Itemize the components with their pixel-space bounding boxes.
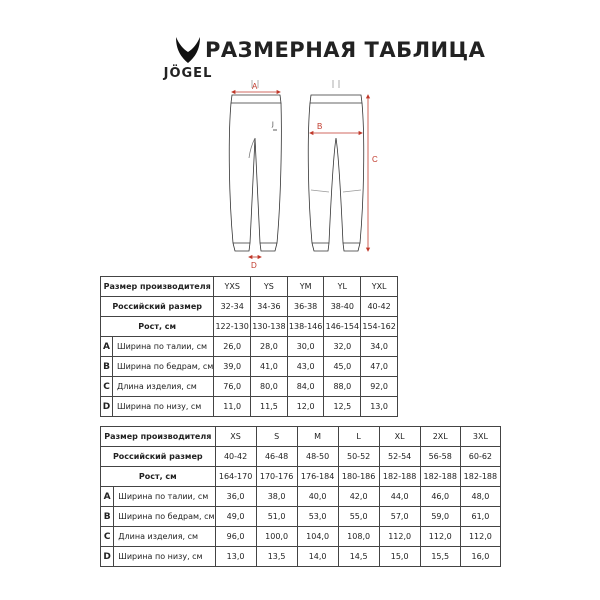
measure-letter: C (101, 527, 114, 547)
table-cell: 60-62 (460, 447, 500, 467)
table-cell: 96,0 (215, 527, 256, 547)
measure-label: Ширина по низу, см (113, 397, 214, 417)
size-cell: M (297, 427, 338, 447)
table-cell: 39,0 (214, 357, 251, 377)
table-cell: 80,0 (251, 377, 288, 397)
measure-label: Длина изделия, см (114, 527, 215, 547)
table-cell: 13,5 (256, 547, 297, 567)
measure-letter: D (101, 547, 114, 567)
table-cell: 88,0 (324, 377, 361, 397)
table-cell: 38,0 (256, 487, 297, 507)
size-cell: YXL (361, 277, 398, 297)
table-cell: 164-170 (215, 467, 256, 487)
table-cell: 170-176 (256, 467, 297, 487)
row-label: Рост, см (101, 317, 214, 337)
table-cell: 108,0 (338, 527, 379, 547)
size-cell: YXS (214, 277, 251, 297)
table-cell: 26,0 (214, 337, 251, 357)
size-cell: XL (379, 427, 420, 447)
table-cell: 46-48 (256, 447, 297, 467)
measure-row-a (101, 487, 501, 507)
russian-size-row (101, 447, 501, 467)
table-cell: 48-50 (297, 447, 338, 467)
table-cell: 47,0 (361, 357, 398, 377)
table-cell: 45,0 (324, 357, 361, 377)
table-cell: 182-188 (460, 467, 500, 487)
measure-label: Длина изделия, см (113, 377, 214, 397)
row-label: Размер производителя (101, 277, 214, 297)
table-cell: 52-54 (379, 447, 420, 467)
measure-row-c (101, 527, 501, 547)
size-table-kids (100, 276, 398, 417)
russian-size-row (101, 297, 398, 317)
table-cell: 55,0 (338, 507, 379, 527)
table-cell: 13,0 (361, 397, 398, 417)
table-cell: 28,0 (251, 337, 288, 357)
measure-row-a (101, 337, 398, 357)
table-cell: 56-58 (420, 447, 460, 467)
size-cell: 2XL (420, 427, 460, 447)
table-cell: 130-138 (251, 317, 288, 337)
table-cell: 44,0 (379, 487, 420, 507)
table-cell: 40-42 (215, 447, 256, 467)
table-cell: 12,5 (324, 397, 361, 417)
table-cell: 112,0 (379, 527, 420, 547)
table-cell: 138-146 (287, 317, 324, 337)
table-cell: 46,0 (420, 487, 460, 507)
table-cell: 182-188 (420, 467, 460, 487)
label-d: D (251, 261, 257, 270)
table-cell: 84,0 (287, 377, 324, 397)
size-cell: XS (215, 427, 256, 447)
measure-row-d (101, 547, 501, 567)
measure-letter: B (101, 357, 113, 377)
back-view (308, 80, 363, 251)
table-cell: 40,0 (297, 487, 338, 507)
size-cell: YM (287, 277, 324, 297)
table-cell: 41,0 (251, 357, 288, 377)
label-c: C (372, 155, 378, 164)
table-cell: 61,0 (460, 507, 500, 527)
table-cell: 180-186 (338, 467, 379, 487)
table-cell: 30,0 (287, 337, 324, 357)
measure-row-b (101, 507, 501, 527)
table-cell: 15,0 (379, 547, 420, 567)
table-cell: 43,0 (287, 357, 324, 377)
table-cell: 38-40 (324, 297, 361, 317)
table-cell: 36,0 (215, 487, 256, 507)
measure-letter: C (101, 377, 113, 397)
measure-letter: B (101, 507, 114, 527)
table-cell: 92,0 (361, 377, 398, 397)
page-title: РАЗМЕРНАЯ ТАБЛИЦА (205, 38, 486, 62)
table-cell: 53,0 (297, 507, 338, 527)
size-table-adults (100, 426, 501, 567)
front-view (229, 80, 281, 251)
size-cell: 3XL (460, 427, 500, 447)
table-cell: 59,0 (420, 507, 460, 527)
size-cell: YS (251, 277, 288, 297)
measurement-lines (232, 91, 370, 259)
pants-diagram (225, 78, 395, 278)
table-cell: 42,0 (338, 487, 379, 507)
height-row (101, 317, 398, 337)
table-cell: 15,5 (420, 547, 460, 567)
row-label: Российский размер (101, 297, 214, 317)
table-cell: 122-130 (214, 317, 251, 337)
table-cell: 50-52 (338, 447, 379, 467)
size-cell: YL (324, 277, 361, 297)
table-cell: 146-154 (324, 317, 361, 337)
row-label: Рост, см (101, 467, 216, 487)
jogel-logo-icon (173, 36, 203, 64)
table-cell: 32,0 (324, 337, 361, 357)
measure-label: Ширина по бедрам, см (113, 357, 214, 377)
table-cell: 48,0 (460, 487, 500, 507)
table-cell: 57,0 (379, 507, 420, 527)
table-cell: 76,0 (214, 377, 251, 397)
table-cell: 51,0 (256, 507, 297, 527)
table-cell: 12,0 (287, 397, 324, 417)
maker-size-row (101, 277, 398, 297)
table-cell: 112,0 (460, 527, 500, 547)
table-cell: 32-34 (214, 297, 251, 317)
table-cell: 34,0 (361, 337, 398, 357)
measure-row-c (101, 377, 398, 397)
table-cell: 176-184 (297, 467, 338, 487)
table-cell: 100,0 (256, 527, 297, 547)
table-cell: 40-42 (361, 297, 398, 317)
table-cell: 49,0 (215, 507, 256, 527)
measure-row-d (101, 397, 398, 417)
measure-letter: A (101, 337, 113, 357)
brand-name: JÖGEL (163, 66, 213, 81)
label-a: A (252, 82, 258, 91)
label-b: B (317, 122, 323, 131)
measure-label: Ширина по бедрам, см (114, 507, 215, 527)
measure-label: Ширина по талии, см (113, 337, 214, 357)
table-cell: 154-162 (361, 317, 398, 337)
measure-letter: A (101, 487, 114, 507)
height-row (101, 467, 501, 487)
measure-row-b (101, 357, 398, 377)
measure-letter: D (101, 397, 113, 417)
table-cell: 13,0 (215, 547, 256, 567)
table-cell: 112,0 (420, 527, 460, 547)
table-cell: 16,0 (460, 547, 500, 567)
table-cell: 11,0 (214, 397, 251, 417)
table-cell: 36-38 (287, 297, 324, 317)
table-cell: 104,0 (297, 527, 338, 547)
table-cell: 14,5 (338, 547, 379, 567)
size-cell: L (338, 427, 379, 447)
svg-text:J: J (272, 121, 274, 128)
table-cell: 34-36 (251, 297, 288, 317)
table-cell: 14,0 (297, 547, 338, 567)
row-label: Российский размер (101, 447, 216, 467)
measure-label: Ширина по талии, см (114, 487, 215, 507)
maker-size-row (101, 427, 501, 447)
row-label: Размер производителя (101, 427, 216, 447)
table-cell: 11,5 (251, 397, 288, 417)
table-cell: 182-188 (379, 467, 420, 487)
size-cell: S (256, 427, 297, 447)
measure-label: Ширина по низу, см (114, 547, 215, 567)
